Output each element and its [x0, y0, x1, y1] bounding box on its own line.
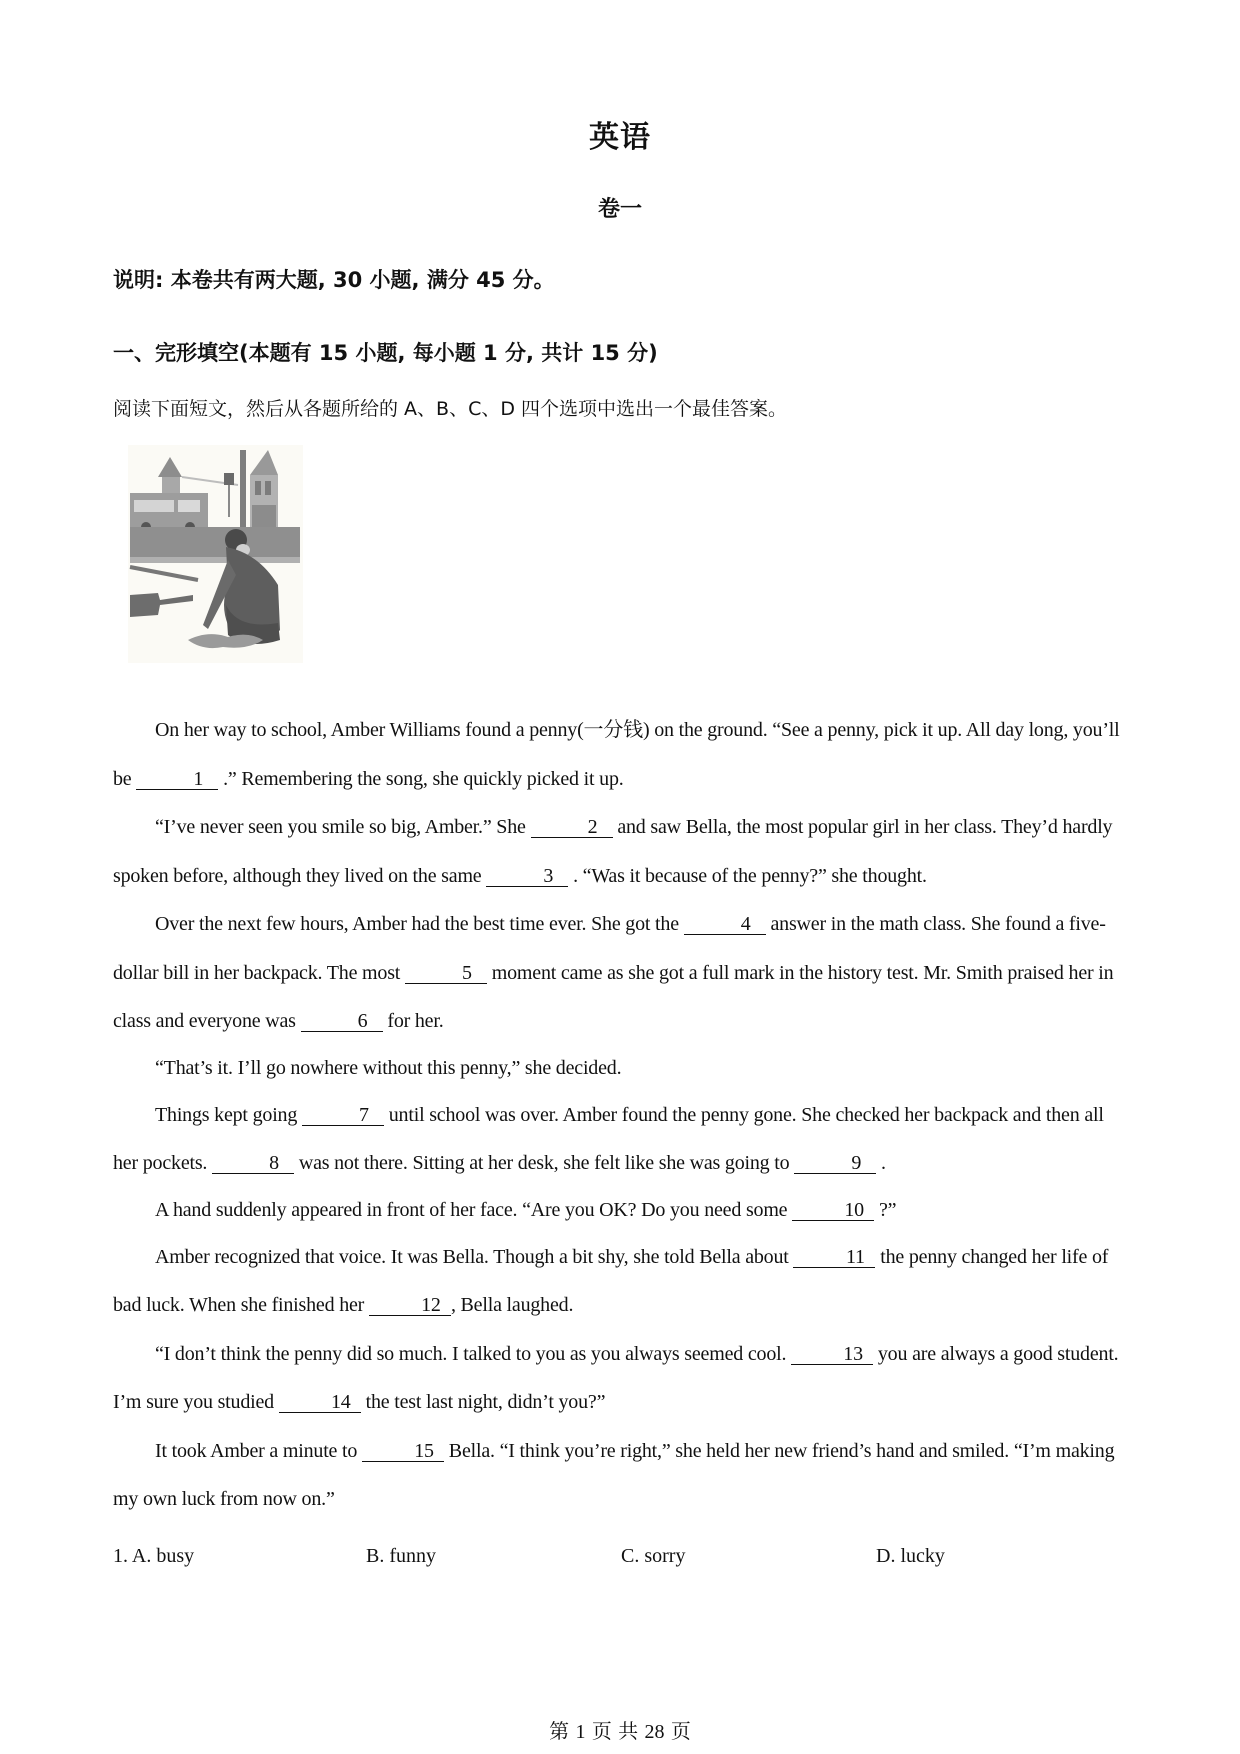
passage-text: Over the next few hours, Amber had the best time ever. She got the — [155, 913, 684, 935]
passage-text: “I don’t think the penny did so much. I talked to you as you always seemed cool. — [155, 1342, 792, 1365]
blank-6: 6 — [301, 1011, 383, 1032]
passage-paragraph — [113, 803, 1125, 900]
section-heading: 一、完形填空(本题有 15 小题, 每小题 1 分, 共计 15 分) — [113, 341, 658, 365]
passage-text: moment came as she got a full mark in the history test. Mr. Smith praised her in class and everyone was — [113, 961, 1114, 1032]
passage-paragraph — [113, 1188, 1125, 1233]
option-d[interactable]: D. lucky — [876, 1545, 945, 1567]
current-page-number: 1 — [575, 1721, 586, 1743]
blank-9: 9 — [794, 1153, 876, 1174]
paper-subtitle: 卷一 — [597, 197, 642, 222]
passage-text: On her way to school, Amber Williams found a penny(一分钱) on the ground. “See a penny, pick it up. All day long, you’ll be — [113, 719, 1120, 790]
passage-paragraph — [113, 1330, 1125, 1427]
passage-text: was not there. Sitting at her desk, she felt like she was going to — [294, 1152, 795, 1174]
passage-text: . “Was it because of the penny?” she thought. — [568, 864, 927, 887]
passage-text: , Bella laughed. — [450, 1294, 574, 1316]
blank-14: 14 — [279, 1392, 361, 1413]
footer-middle: 页 共 — [591, 1719, 639, 1743]
blank-2: 2 — [531, 817, 613, 838]
footer-suffix: 页 — [670, 1719, 691, 1743]
passage-paragraph — [113, 706, 1125, 803]
passage-text: Amber recognized that voice. It was Bella. Though a bit shy, she told Bella about — [155, 1245, 794, 1268]
footer-prefix: 第 — [549, 1719, 570, 1743]
section-instructions: 阅读下面短文，然后从各题所给的 A、B、C、D 四个选项中选出一个最佳答案。 — [113, 398, 788, 420]
total-pages: 28 — [644, 1721, 665, 1743]
passage-text: for her. — [382, 1010, 444, 1032]
passage-text: answer in the math class. She found a five-dollar bill in her backpack. The most — [113, 913, 1106, 984]
option-c[interactable]: C. sorry — [621, 1545, 686, 1567]
passage-paragraph — [113, 1091, 1125, 1188]
blank-5: 5 — [405, 963, 487, 984]
passage-text: ?” — [874, 1198, 897, 1221]
passage-text: until school was over. Amber found the penny gone. She checked her backpack and then all her pockets. — [113, 1103, 1104, 1174]
passage-paragraph: “That’s it. I’ll go nowhere without this penny,” she decided. — [155, 1056, 622, 1079]
blank-13: 13 — [791, 1344, 873, 1365]
girl-picking-up-penny-illustration — [128, 445, 303, 663]
blank-7: 7 — [302, 1105, 384, 1126]
option-a: A. busy — [131, 1545, 195, 1567]
question-1-options — [113, 1545, 1125, 1575]
blank-15: 15 — [362, 1441, 444, 1462]
page-footer — [0, 1715, 1240, 1744]
passage-text: .” Remembering the song, she quickly picked it up. — [218, 767, 624, 790]
question-number: 1. — [113, 1545, 128, 1567]
passage-text: A hand suddenly appeared in front of her face. “Are you OK? Do you need some — [155, 1198, 793, 1221]
passage-text: the penny changed her life of bad luck. When she finished her — [113, 1245, 1109, 1316]
blank-4: 4 — [684, 914, 766, 935]
blank-1: 1 — [136, 769, 218, 790]
passage-text: “I’ve never seen you smile so big, Amber.” She — [155, 816, 531, 838]
blank-10: 10 — [792, 1200, 874, 1221]
blank-3: 3 — [486, 866, 568, 887]
passage-text: you are always a good student. I’m sure you studied — [113, 1342, 1119, 1413]
passage-paragraph — [113, 1233, 1125, 1330]
question-number-and-option-a[interactable] — [113, 1545, 194, 1568]
passage-text: Things kept going — [155, 1103, 302, 1126]
passage-text: Bella. “I think you’re right,” she held her new friend’s hand and smiled. “I’m making my own luck from now on.” — [113, 1439, 1115, 1510]
option-b[interactable]: B. funny — [366, 1545, 436, 1567]
blank-11: 11 — [793, 1247, 875, 1268]
passage-paragraph — [113, 900, 1125, 1046]
passage-paragraph — [113, 1427, 1125, 1524]
cloze-passage — [113, 706, 1125, 1524]
blank-12: 12 — [369, 1295, 451, 1316]
page-title: 英语 — [589, 120, 651, 155]
exam-note: 说明: 本卷共有两大题, 30 小题, 满分 45 分。 — [113, 268, 555, 292]
passage-text: and saw Bella, the most popular girl in her class. They’d hardly spoken before, although they lived on the same — [113, 816, 1113, 887]
blank-8: 8 — [212, 1153, 294, 1174]
passage-text: . — [876, 1152, 886, 1174]
passage-text: It took Amber a minute to — [155, 1439, 362, 1462]
passage-text: the test last night, didn’t you?” — [360, 1391, 606, 1413]
